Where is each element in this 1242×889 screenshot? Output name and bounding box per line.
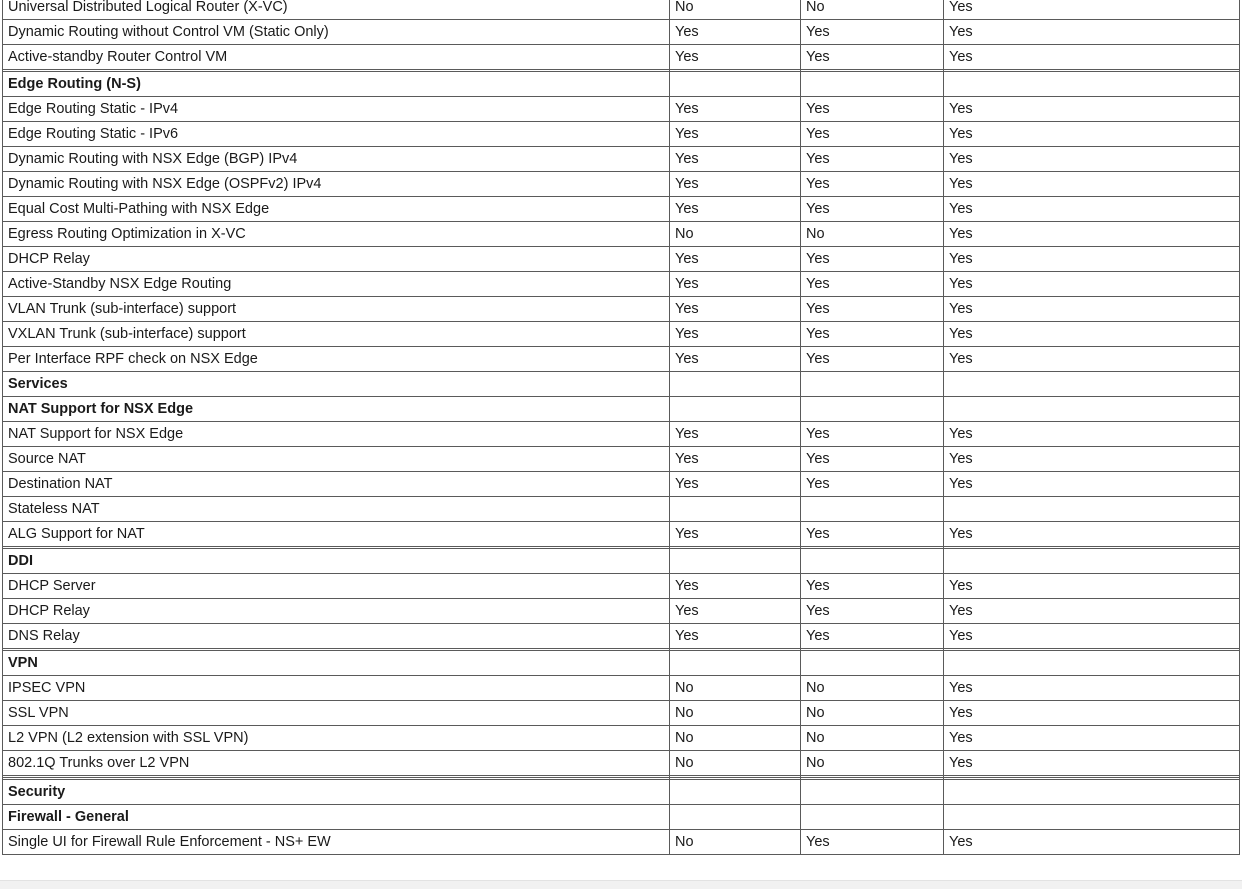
table-row (3, 472, 1240, 497)
value-cell-3: Yes (944, 322, 1240, 347)
value-cell-3: Yes (944, 422, 1240, 447)
section-heading: DDI (3, 549, 670, 574)
value-cell-2 (801, 72, 944, 97)
table-section-heading-row (3, 549, 1240, 574)
table-row (3, 751, 1240, 776)
table-section-heading-row (3, 72, 1240, 97)
table-row (3, 522, 1240, 547)
value-cell-2: No (801, 701, 944, 726)
table-section-heading-row (3, 780, 1240, 805)
feature-cell: ALG Support for NAT (3, 522, 670, 547)
value-cell-2: Yes (801, 447, 944, 472)
table-section-heading-row (3, 397, 1240, 422)
value-cell-2 (801, 780, 944, 805)
table-row (3, 197, 1240, 222)
value-cell-3 (944, 72, 1240, 97)
table-body (3, 0, 1240, 855)
value-cell-3: Yes (944, 0, 1240, 20)
section-heading: VPN (3, 651, 670, 676)
value-cell-1: Yes (670, 447, 801, 472)
table-row (3, 447, 1240, 472)
value-cell-2: Yes (801, 97, 944, 122)
value-cell-3 (944, 397, 1240, 422)
table-row (3, 599, 1240, 624)
feature-cell: Per Interface RPF check on NSX Edge (3, 347, 670, 372)
value-cell-2: Yes (801, 624, 944, 649)
value-cell-1: Yes (670, 522, 801, 547)
value-cell-1 (670, 397, 801, 422)
value-cell-1: Yes (670, 247, 801, 272)
value-cell-3: Yes (944, 20, 1240, 45)
value-cell-3: Yes (944, 147, 1240, 172)
table-row (3, 45, 1240, 70)
value-cell-3: Yes (944, 522, 1240, 547)
value-cell-1: Yes (670, 574, 801, 599)
value-cell-3: Yes (944, 447, 1240, 472)
value-cell-2: Yes (801, 574, 944, 599)
value-cell-1: No (670, 222, 801, 247)
horizontal-scrollbar[interactable] (0, 880, 1242, 889)
table-row (3, 222, 1240, 247)
feature-cell: Dynamic Routing with NSX Edge (OSPFv2) IPv4 (3, 172, 670, 197)
value-cell-3: Yes (944, 97, 1240, 122)
feature-cell: IPSEC VPN (3, 676, 670, 701)
feature-cell: Single UI for Firewall Rule Enforcement - NS+ EW (3, 830, 670, 855)
feature-cell: Stateless NAT (3, 497, 670, 522)
value-cell-2 (801, 372, 944, 397)
value-cell-2: Yes (801, 147, 944, 172)
value-cell-2 (801, 397, 944, 422)
value-cell-1: No (670, 676, 801, 701)
feature-cell: NAT Support for NSX Edge (3, 422, 670, 447)
value-cell-1: Yes (670, 624, 801, 649)
table-row (3, 422, 1240, 447)
value-cell-1 (670, 651, 801, 676)
value-cell-3: Yes (944, 830, 1240, 855)
value-cell-3: Yes (944, 247, 1240, 272)
table-row (3, 497, 1240, 522)
value-cell-2: No (801, 222, 944, 247)
feature-cell: Equal Cost Multi-Pathing with NSX Edge (3, 197, 670, 222)
value-cell-2: Yes (801, 422, 944, 447)
value-cell-1: Yes (670, 422, 801, 447)
feature-cell: Edge Routing Static - IPv6 (3, 122, 670, 147)
value-cell-3 (944, 651, 1240, 676)
value-cell-2: Yes (801, 247, 944, 272)
value-cell-2: Yes (801, 830, 944, 855)
section-heading: Edge Routing (N-S) (3, 72, 670, 97)
feature-cell: Edge Routing Static - IPv4 (3, 97, 670, 122)
feature-comparison-table (2, 0, 1240, 855)
value-cell-1 (670, 72, 801, 97)
feature-cell: Egress Routing Optimization in X-VC (3, 222, 670, 247)
table-row (3, 574, 1240, 599)
table-row (3, 830, 1240, 855)
feature-cell: Active-Standby NSX Edge Routing (3, 272, 670, 297)
table-row (3, 97, 1240, 122)
feature-cell: Destination NAT (3, 472, 670, 497)
value-cell-1: No (670, 751, 801, 776)
table-row (3, 122, 1240, 147)
table-row (3, 297, 1240, 322)
feature-cell: 802.1Q Trunks over L2 VPN (3, 751, 670, 776)
section-heading: Firewall - General (3, 805, 670, 830)
table-row (3, 676, 1240, 701)
table-row (3, 701, 1240, 726)
table-section-heading-row (3, 651, 1240, 676)
value-cell-1 (670, 549, 801, 574)
value-cell-2: Yes (801, 122, 944, 147)
value-cell-2: Yes (801, 272, 944, 297)
value-cell-1: Yes (670, 322, 801, 347)
table-row (3, 20, 1240, 45)
feature-cell: SSL VPN (3, 701, 670, 726)
value-cell-1: Yes (670, 147, 801, 172)
value-cell-3: Yes (944, 624, 1240, 649)
value-cell-1 (670, 497, 801, 522)
table-section-heading-row (3, 372, 1240, 397)
value-cell-1: Yes (670, 272, 801, 297)
feature-cell: Active-standby Router Control VM (3, 45, 670, 70)
value-cell-2 (801, 497, 944, 522)
value-cell-1: No (670, 0, 801, 20)
value-cell-3: Yes (944, 297, 1240, 322)
value-cell-3: Yes (944, 222, 1240, 247)
feature-cell: Source NAT (3, 447, 670, 472)
value-cell-1 (670, 372, 801, 397)
value-cell-3: Yes (944, 45, 1240, 70)
value-cell-3: Yes (944, 599, 1240, 624)
feature-cell: DHCP Server (3, 574, 670, 599)
value-cell-3 (944, 372, 1240, 397)
value-cell-2 (801, 805, 944, 830)
value-cell-3: Yes (944, 172, 1240, 197)
value-cell-1: Yes (670, 599, 801, 624)
table-row (3, 172, 1240, 197)
value-cell-1 (670, 805, 801, 830)
value-cell-3 (944, 805, 1240, 830)
feature-cell: VLAN Trunk (sub-interface) support (3, 297, 670, 322)
feature-cell: DHCP Relay (3, 599, 670, 624)
value-cell-3: Yes (944, 347, 1240, 372)
value-cell-2: Yes (801, 172, 944, 197)
value-cell-2: Yes (801, 197, 944, 222)
value-cell-2: No (801, 726, 944, 751)
value-cell-3 (944, 780, 1240, 805)
table-section-heading-row (3, 805, 1240, 830)
feature-cell: Universal Distributed Logical Router (X-VC) (3, 0, 670, 20)
value-cell-1: Yes (670, 45, 801, 70)
table-row (3, 624, 1240, 649)
value-cell-2: Yes (801, 20, 944, 45)
value-cell-1: Yes (670, 20, 801, 45)
value-cell-3 (944, 497, 1240, 522)
value-cell-1: No (670, 830, 801, 855)
value-cell-1: Yes (670, 122, 801, 147)
value-cell-2 (801, 651, 944, 676)
value-cell-1: Yes (670, 297, 801, 322)
value-cell-2: No (801, 676, 944, 701)
value-cell-1: Yes (670, 472, 801, 497)
feature-cell: VXLAN Trunk (sub-interface) support (3, 322, 670, 347)
table-row (3, 322, 1240, 347)
value-cell-2: No (801, 0, 944, 20)
table-row (3, 272, 1240, 297)
table-row (3, 347, 1240, 372)
feature-cell: L2 VPN (L2 extension with SSL VPN) (3, 726, 670, 751)
value-cell-3: Yes (944, 726, 1240, 751)
value-cell-3: Yes (944, 197, 1240, 222)
value-cell-2: Yes (801, 347, 944, 372)
value-cell-1: No (670, 701, 801, 726)
feature-cell: Dynamic Routing without Control VM (Static Only) (3, 20, 670, 45)
value-cell-3: Yes (944, 122, 1240, 147)
feature-cell: Dynamic Routing with NSX Edge (BGP) IPv4 (3, 147, 670, 172)
value-cell-2: No (801, 751, 944, 776)
value-cell-3: Yes (944, 472, 1240, 497)
value-cell-1: Yes (670, 347, 801, 372)
section-heading: Security (3, 780, 670, 805)
table-row (3, 147, 1240, 172)
value-cell-2: Yes (801, 45, 944, 70)
value-cell-3: Yes (944, 272, 1240, 297)
value-cell-2 (801, 549, 944, 574)
feature-cell: DNS Relay (3, 624, 670, 649)
value-cell-2: Yes (801, 322, 944, 347)
value-cell-1: Yes (670, 97, 801, 122)
value-cell-1 (670, 780, 801, 805)
value-cell-3: Yes (944, 676, 1240, 701)
value-cell-2: Yes (801, 522, 944, 547)
feature-cell: DHCP Relay (3, 247, 670, 272)
value-cell-3: Yes (944, 751, 1240, 776)
value-cell-3: Yes (944, 701, 1240, 726)
value-cell-1: Yes (670, 172, 801, 197)
section-heading: NAT Support for NSX Edge (3, 397, 670, 422)
table-row (3, 247, 1240, 272)
value-cell-2: Yes (801, 297, 944, 322)
value-cell-3 (944, 549, 1240, 574)
section-heading: Services (3, 372, 670, 397)
value-cell-2: Yes (801, 599, 944, 624)
value-cell-2: Yes (801, 472, 944, 497)
value-cell-1: No (670, 726, 801, 751)
table-row (3, 726, 1240, 751)
value-cell-1: Yes (670, 197, 801, 222)
table-row (3, 0, 1240, 20)
value-cell-3: Yes (944, 574, 1240, 599)
